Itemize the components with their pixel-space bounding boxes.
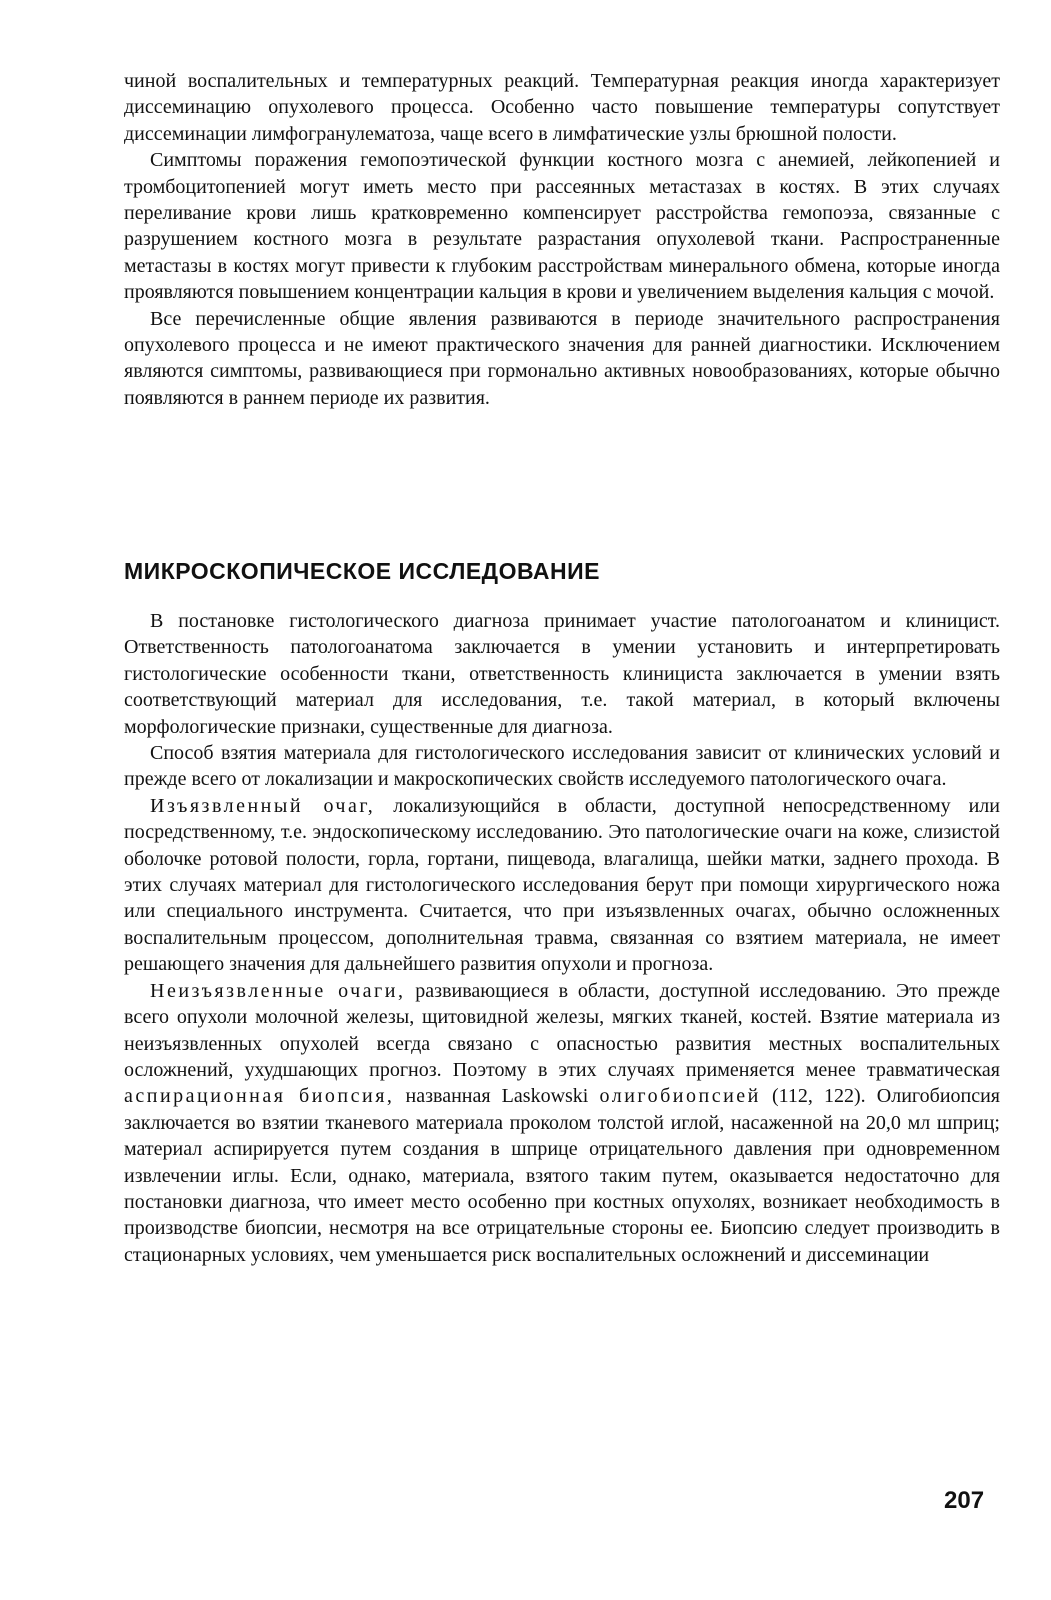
section-title: МИКРОСКОПИЧЕСКОЕ ИССЛЕДОВАНИЕ [124, 558, 601, 584]
term-aspiration-biopsy: аспирационная биопсия, [124, 1085, 395, 1108]
paragraph-non-ulcerated-text-1: развивающиеся в области, доступной исследованию. Это прежде всего опухоли молочной железы, щитовидной железы, мягких тканей, костей. Взятие материала из неизъязвленных опухолей всегда связано с опасностью развития местных воспалительных осложнений, ухудшающих прогноз. Поэтому в этих случаях применяется менее травматическая [124, 979, 1000, 1081]
paragraph-sampling-method: Способ взятия материала для гистологического исследования зависит от клинических условий и прежде всего от локализации и макроскопических свойств исследуемого патологического очага. [124, 742, 1000, 791]
term-non-ulcerated-focus: Неизъязвленные очаги, [150, 979, 406, 1002]
bottom-text-block [124, 608, 1000, 1268]
paragraph-non-ulcerated-text-3: (112, 122). Олигобиопсия заключается во взятии тканевого материала проколом толстой иглой, насаженной на 20,0 мл шприц; материал аспирируется путем создания в шприце отрицательного давления при одновременном извлечении иглы. Если, однако, материала, взятого таким путем, оказывается недостаточно для постановки диагноза, что имеет место особенно при костных опухолях, возникает необходимость в производстве биопсии, несмотря на все отрицательные стороны ее. Биопсию следует производить в стационарных условиях, чем уменьшается риск воспалительных осложнений и диссеминации [124, 1085, 1000, 1266]
page-number: 207 [944, 1487, 985, 1514]
paragraph-continued: чиной воспалительных и температурных реакций. Температурная реакция иногда характеризует диссеминацию опухолевого процесса. Особенно часто повышение температуры сопутствует диссеминации лимфогранулематоза, чаще всего в лимфатические узлы брюшной полости. [124, 70, 1000, 145]
paragraph-non-ulcerated-focus [124, 978, 1000, 1268]
paragraph-non-ulcerated-text-2: названная Laskowski [394, 1085, 600, 1108]
top-text-block [124, 68, 1000, 411]
paragraph-general-phenomena: Все перечисленные общие явления развиваются в периоде значительного распространения опухолевого процесса и не имеют практического значения для ранней диагностики. Исключением являются симптомы, развивающиеся при гормонально активных новообразованиях, которые обычно появляются в раннем периоде их развития. [124, 307, 1000, 409]
term-ulcerated-focus: Изъязвленный очаг, [150, 794, 376, 817]
term-oligobiopsy: олигобиопсией [599, 1085, 761, 1108]
paragraph-hematopoiesis: Симптомы поражения гемопоэтической функции костного мозга с анемией, лейкопенией и тромбоцитопенией могут иметь место при рассеянных метастазах в костях. В этих случаях переливание крови лишь кратковременно компенсирует расстройства гемопоэза, связанные с разрушением костного мозга в результате разрастания опухолевой ткани. Распространенные метастазы в костях могут привести к глубоким расстройствам минерального обмена, которые иногда проявляются повышением концентрации кальция в крови и увеличением выделения кальция с мочой. [124, 149, 1000, 304]
paragraph-ulcerated-focus-text: локализующийся в области, доступной непосредственному или посредственному, т.е. эндоскопическому исследованию. Это патологические очаги на коже, слизистой оболочке ротовой полости, горла, гортани, пищевода, влагалища, шейки матки, заднего прохода. В этих случаях материал для гистологического исследования берут при помощи хирургического ножа или специального инструмента. Считается, что при изъязвленных очагах, обычно осложненных воспалительным процессом, дополнительная травма, связанная со взятием материала, не имеет решающего значения для дальнейшего развития опухоли и прогноза. [124, 794, 1000, 976]
paragraph-ulcerated-focus [124, 793, 1000, 978]
paragraph-diagnosis-participants: В постановке гистологического диагноза принимает участие патологоанатом и клиницист. Ответственность патологоанатома заключается в умении установить и интерпретировать гистологические особенности ткани, ответственность клинициста заключается в умении взять соответствующий материал для исследования, т.е. такой материал, в который включены морфологические признаки, существенные для диагноза. [124, 610, 1000, 738]
